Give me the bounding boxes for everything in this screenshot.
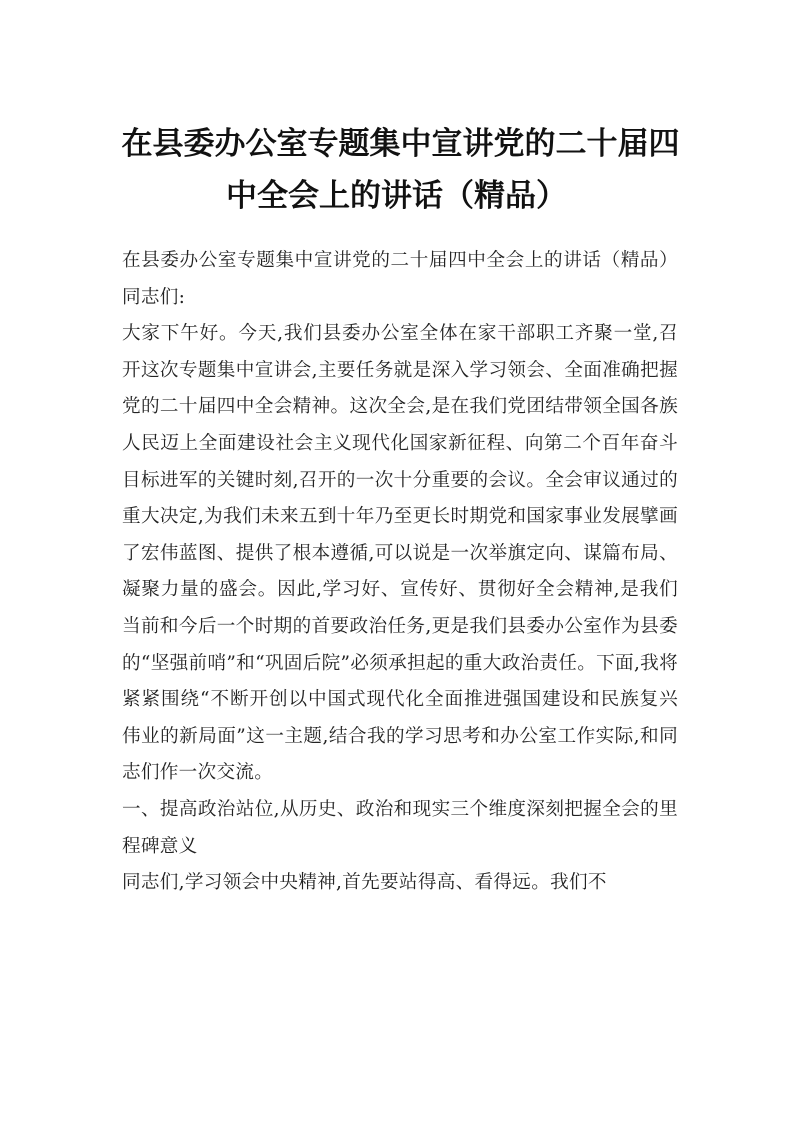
paragraph-section-1: 同志们,学习领会中央精神,首先要站得高、看得远。我们不	[122, 872, 607, 894]
document-body	[122, 243, 678, 902]
title-line-2: 中全会上的讲话（精品）	[226, 178, 567, 214]
paragraph-intro: 大家下午好。今天,我们县委办公室全体在家干部职工齐聚一堂,召开这次专题集中宣讲会,主要任务就是深入学习领会、全面准确把握党的二十届四中全会精神。这次全会,是在我们党团结带领全国各族人民迈上全面建设社会主义现代化国家新征程、向第二个百年奋斗目标进军的关键时刻,召开的一次十分重要的会议。全会审议通过的重大决定,为我们未来五到十年乃至更长时期党和国家事业发展擘画了宏伟蓝图、提供了根本遵循,可以说是一次举旗定向、谋篇布局、凝聚力量的盛会。因此,学习好、宣传好、贯彻好全会精神,是我们当前和今后一个时期的首要政治任务,更是我们县委办公室作为县委的“坚强前哨”和“巩固后院”必须承担起的重大政治责任。下面,我将紧紧围绕“不断开创以中国式现代化全面推进强国建设和民族复兴伟业的新局面”这一主题,结合我的学习思考和办公室工作实际,和同志们作一次交流。	[122, 323, 678, 784]
document-title	[0, 118, 793, 222]
paragraph-greeting: 在县委办公室专题集中宣讲党的二十届四中全会上的讲话（精品）同志们:	[122, 250, 678, 308]
title-line-1: 在县委办公室专题集中宣讲党的二十届四	[121, 126, 680, 162]
section-heading-1: 一、提高政治站位,从历史、政治和现实三个维度深刻把握全会的里程碑意义	[122, 798, 678, 857]
